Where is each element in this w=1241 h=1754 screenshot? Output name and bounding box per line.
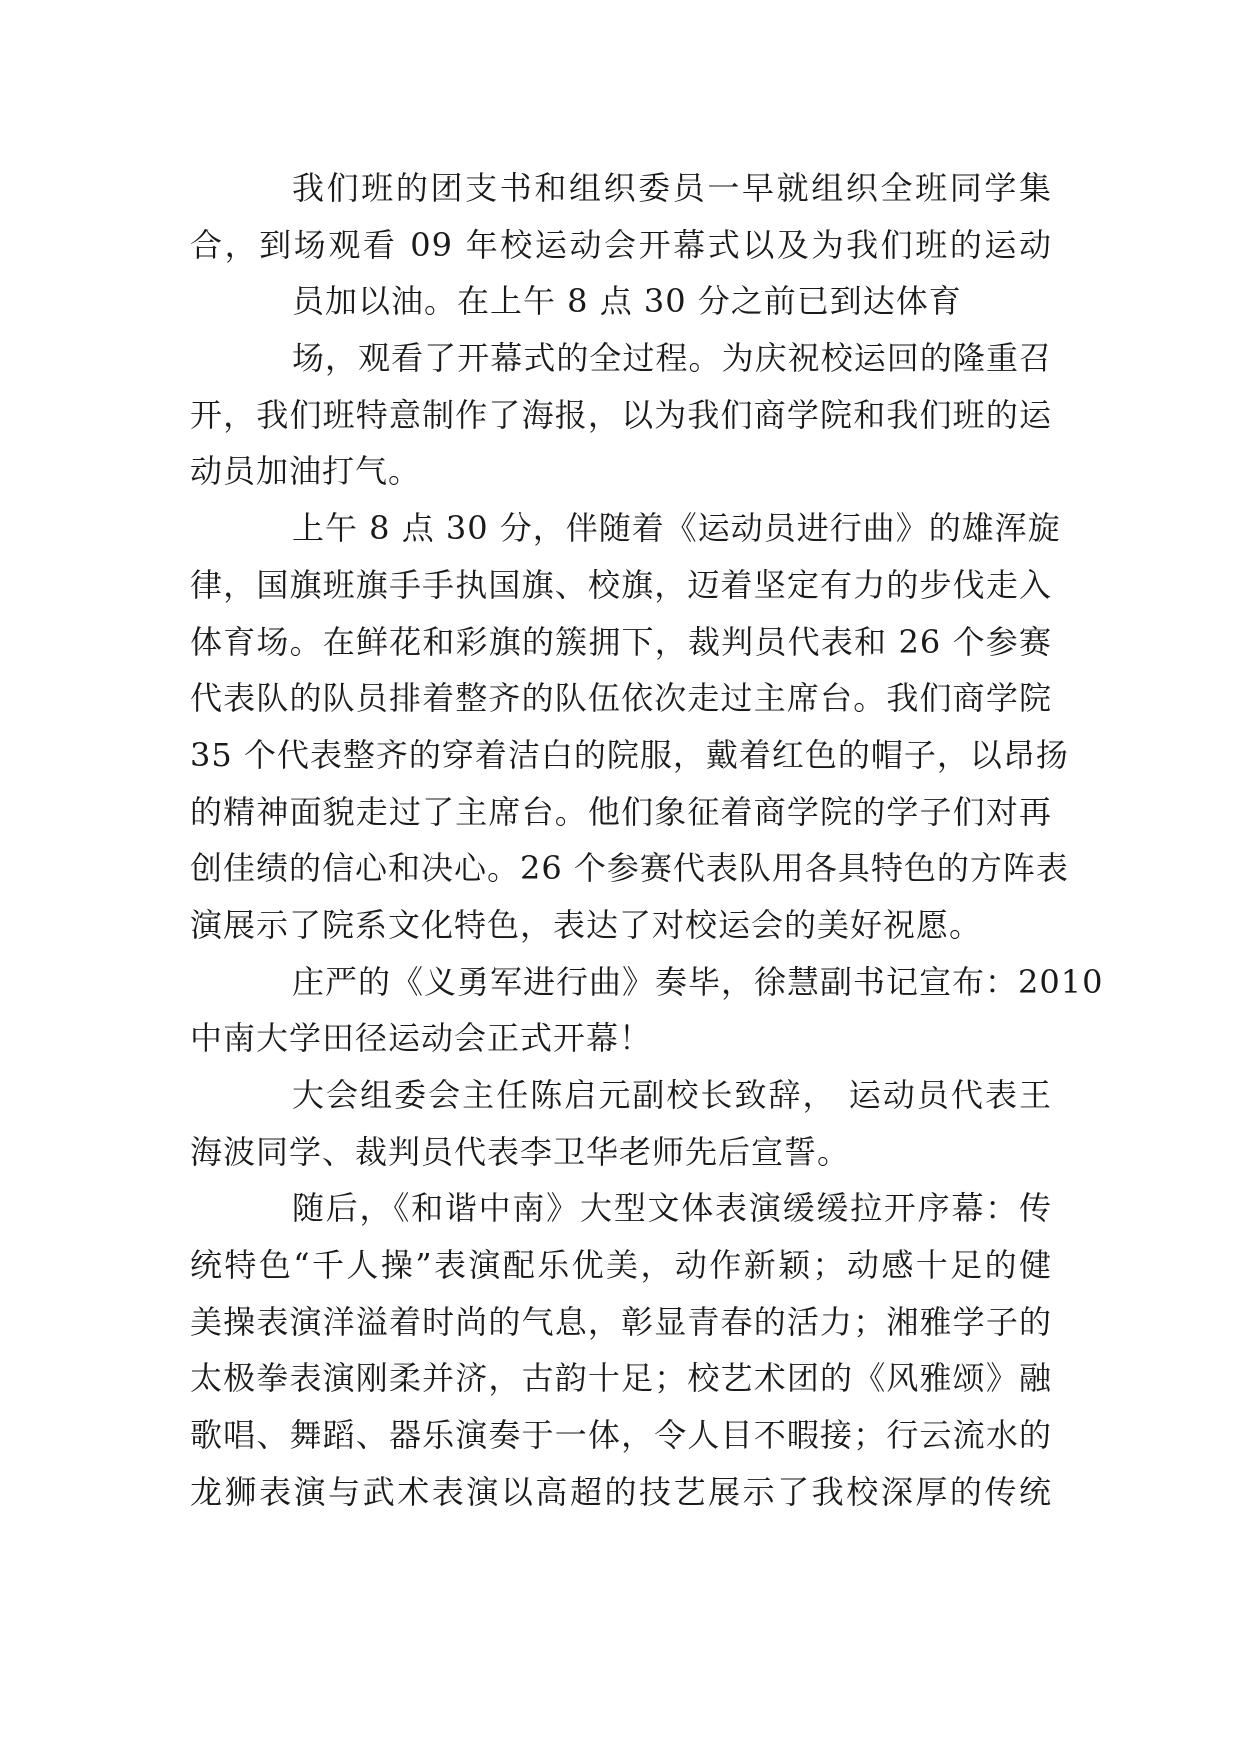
text-line: 统特色“千人操”表演配乐优美，动作新颖；动感十足的健 (190, 1246, 1052, 1285)
text-line: 海波同学、裁判员代表李卫华老师先后宣誓。 (190, 1132, 851, 1171)
text-line: 合，到场观看 09 年校运动会开幕式以及为我们班的运动 (190, 225, 1052, 264)
document-body (190, 160, 1104, 1521)
text-line: 代表队的队员排着整齐的队伍依次走过主席台。我们商学院 (190, 679, 1052, 718)
text-line: 随后，《和谐中南》大型文体表演缓缓拉开序幕：传 (292, 1189, 1052, 1228)
text-line: 场，观看了开幕式的全过程。为庆祝校运回的隆重召 (292, 339, 1052, 378)
text-line: 上午 8 点 30 分，伴随着《运动员进行曲》的雄浑旋 (292, 509, 1061, 548)
text-line: 的精神面貌走过了主席台。他们象征着商学院的学子们对再 (190, 792, 1052, 831)
text-line: 创佳绩的信心和决心。26 个参赛代表队用各具特色的方阵表 (190, 849, 1069, 888)
text-line: 大会组委会主任陈启元副校长致辞， 运动员代表王 (292, 1076, 1052, 1114)
text-line: 员加以油。在上午 8 点 30 分之前已到达体育 (292, 282, 962, 321)
text-line: 律，国旗班旗手手执国旗、校旗，迈着坚定有力的步伐走入 (190, 565, 1052, 604)
text-line: 开，我们班特意制作了海报，以为我们商学院和我们班的运 (190, 395, 1052, 434)
text-line: 龙狮表演与武术表演以高超的技艺展示了我校深厚的传统 (190, 1472, 1052, 1511)
text-line: 庄严的《义勇军进行曲》奏毕，徐慧副书记宣布：2010 (292, 962, 1104, 1001)
text-line: 歌唱、舞蹈、器乐演奏于一体，令人目不暇接；行云流水的 (190, 1416, 1052, 1455)
text-line: 太极拳表演刚柔并济，古韵十足；校艺术团的《风雅颂》融 (190, 1359, 1052, 1398)
text-line: 体育场。在鲜花和彩旗的簇拥下，裁判员代表和 26 个参赛 (190, 622, 1052, 661)
text-line: 中南大学田径运动会正式开幕！ (190, 1019, 653, 1058)
text-line: 美操表演洋溢着时尚的气息，彰显青春的活力；湘雅学子的 (190, 1302, 1052, 1341)
text-line: 我们班的团支书和组织委员一早就组织全班同学集 (292, 169, 1052, 207)
text-line: 动员加油打气。 (190, 452, 422, 491)
text-line: 演展示了院系文化特色，表达了对校运会的美好祝愿。 (190, 905, 983, 944)
text-line: 35 个代表整齐的穿着洁白的院服，戴着红色的帽子，以昂扬 (190, 735, 1069, 774)
